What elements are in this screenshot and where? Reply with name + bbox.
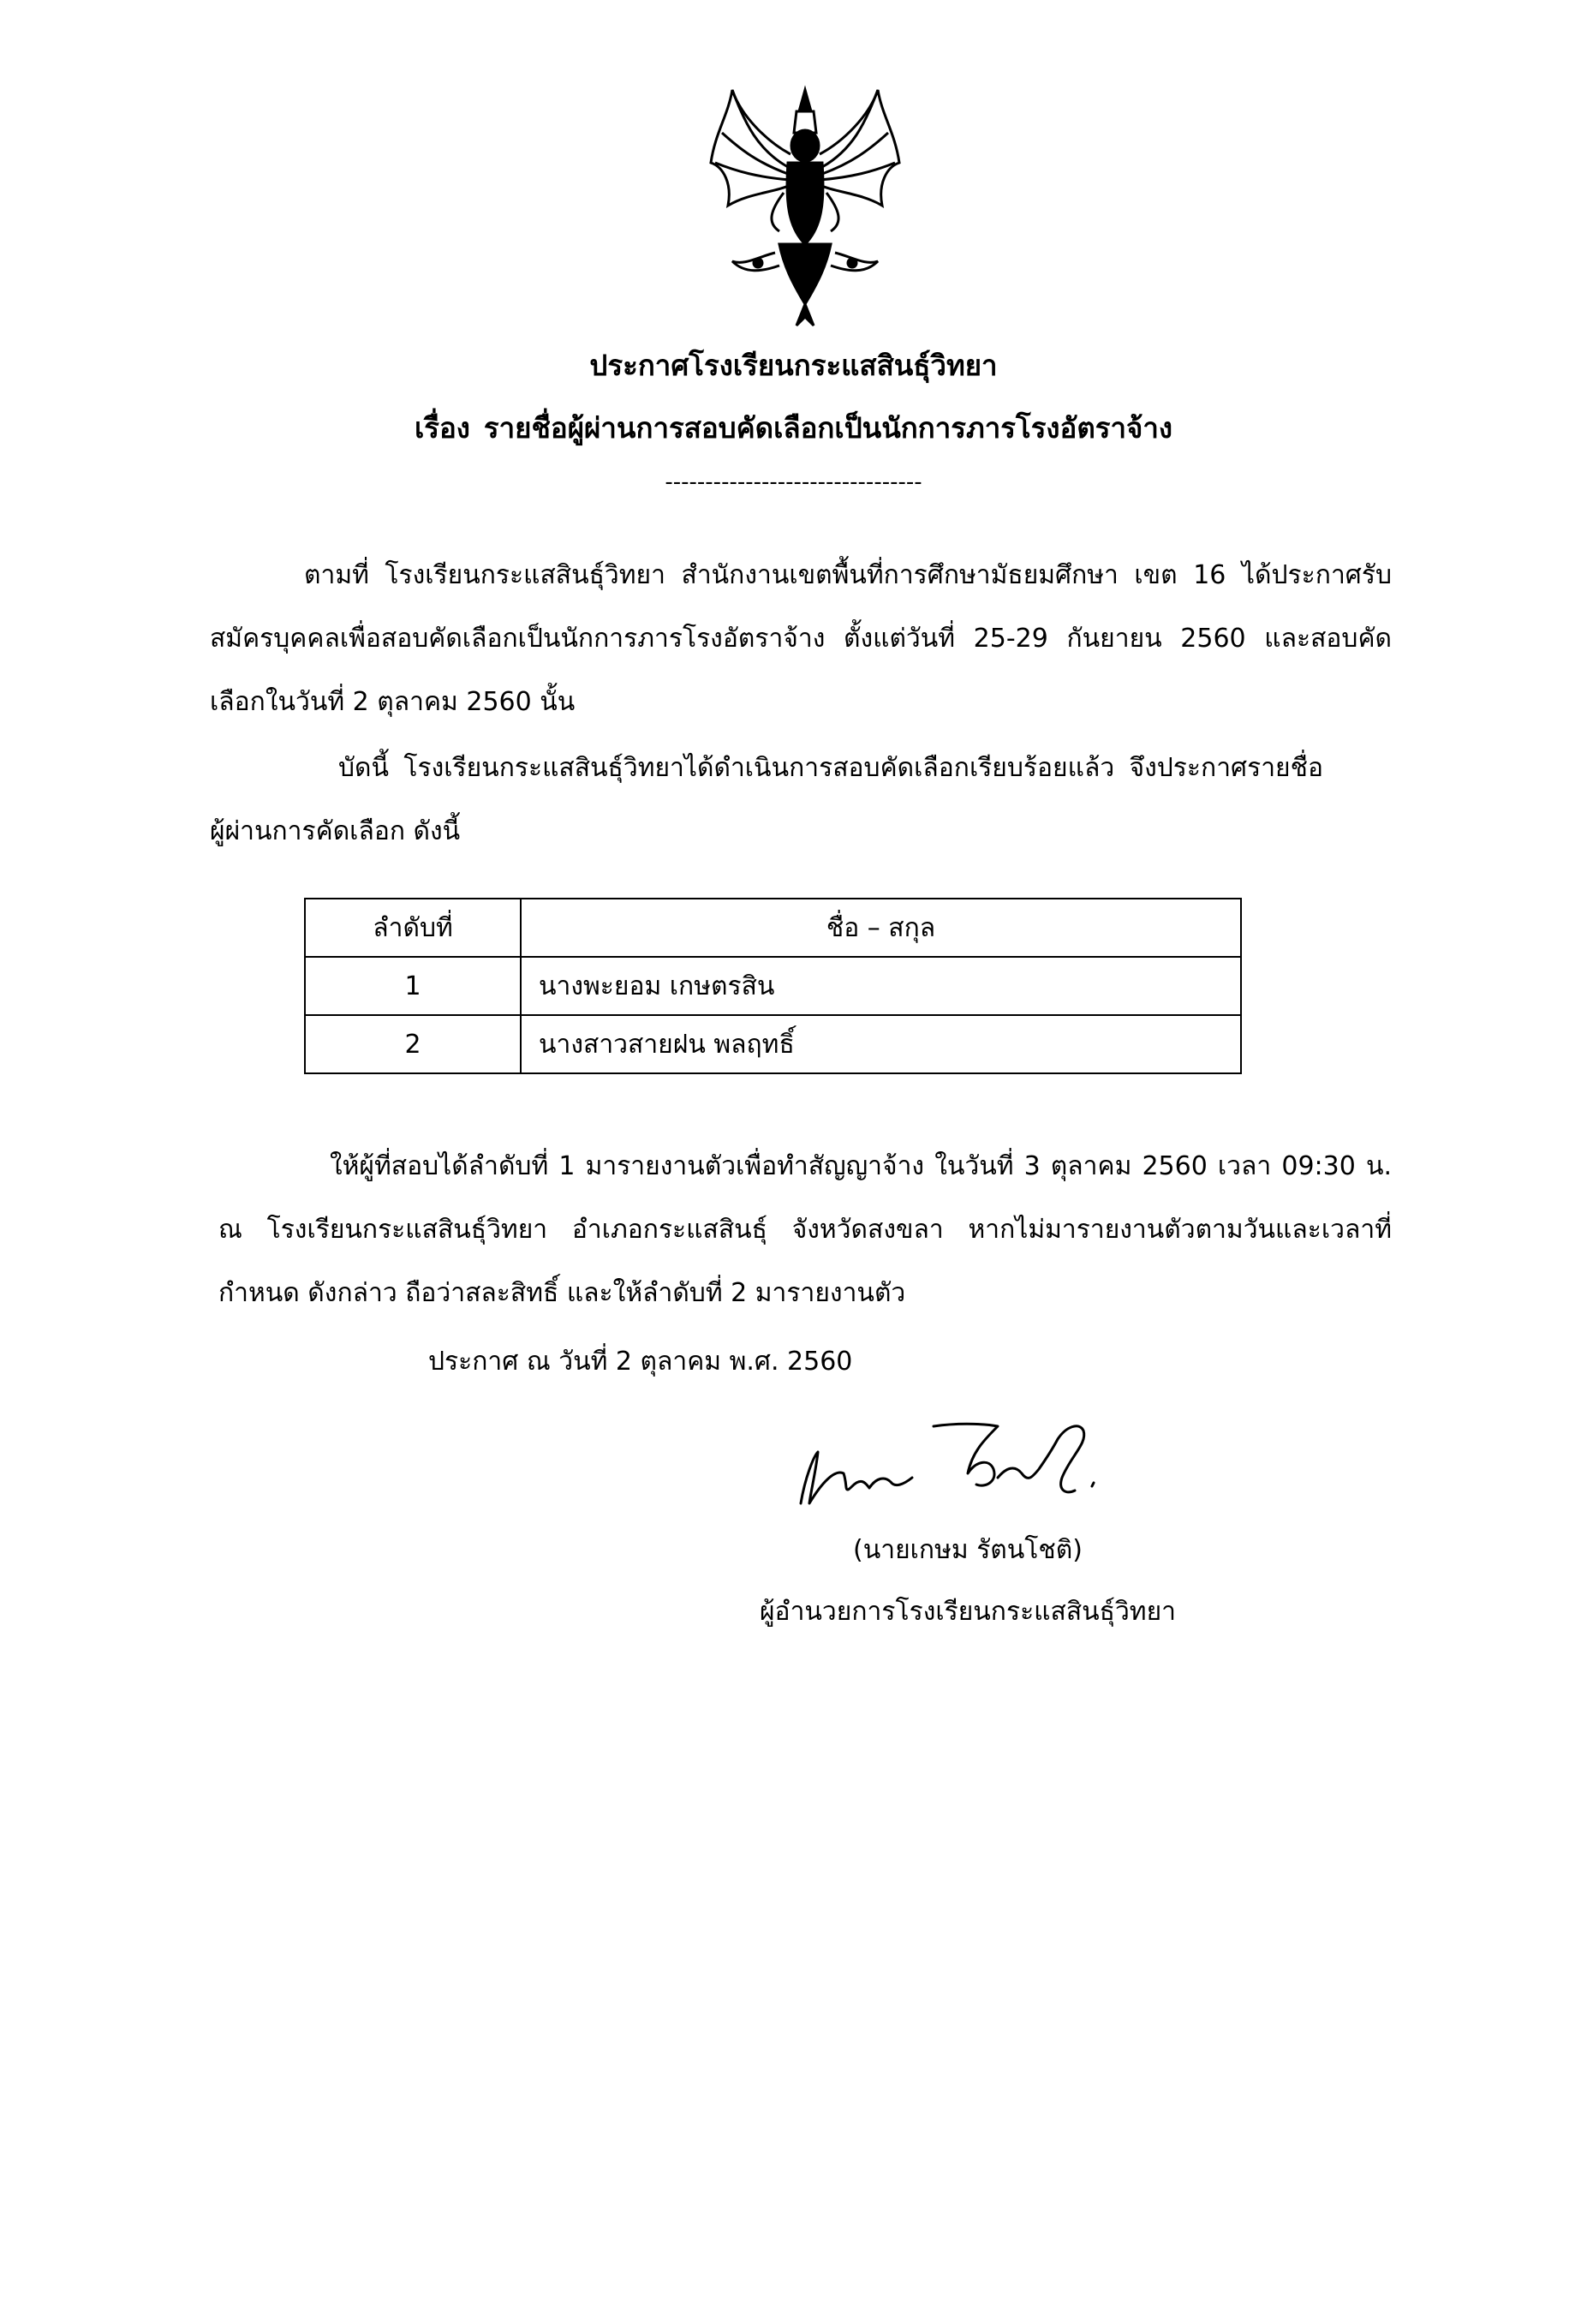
header-order: ลำดับที่ <box>305 899 521 957</box>
subject-label: เรื่อง <box>414 411 470 445</box>
document-title: ประกาศโรงเรียนกระแสสินธุ์วิทยา <box>589 349 998 382</box>
paragraph-instructions: ให้ผู้ที่สอบได้ลำดับที่ 1 มารายงานตัวเพื่อทำสัญญาจ้าง ในวันที่ 3 ตุลาคม 2560 เวลา 09:30 น. ณ โรงเรียนกระแสสินธุ์วิทยา อำเภอกระแสสินธุ์ จังหวัดสงขลา หากไม่มารายงานตัวตามวันและเวลาที่กำหนด ดังกล่าว ถือว่าสละสิทธิ์ และให้ลำดับที่ 2 มารายงานตัว <box>218 1151 1392 1308</box>
paragraph-announcement: บัดนี้ โรงเรียนกระแสสินธุ์วิทยาได้ดำเนินการสอบคัดเลือกเรียบร้อยแล้ว จึงประกาศรายชื่อผู้ผ่านการคัดเลือก ดังนี้ <box>210 753 1323 846</box>
row-name: นางพะยอม เกษตรสิน <box>521 957 1241 1015</box>
results-table <box>304 898 1242 1074</box>
row-order: 1 <box>305 957 521 1015</box>
row-order: 2 <box>305 1015 521 1073</box>
announcement-date: ประกาศ ณ วันที่ 2 ตุลาคม พ.ศ. 2560 <box>428 1347 853 1377</box>
table-row <box>305 957 1241 1015</box>
table-row <box>305 1015 1241 1073</box>
subject-text: รายชื่อผู้ผ่านการสอบคัดเลือกเป็นนักการภารโรงอัตราจ้าง <box>483 411 1173 445</box>
signer-position: ผู้อำนวยการโรงเรียนกระแสสินธุ์วิทยา <box>759 1597 1177 1627</box>
document-subject <box>0 409 1587 447</box>
signer-name: (นายเกษม รัตนโชติ) <box>853 1535 1083 1565</box>
title-divider: -------------------------------- <box>665 469 922 495</box>
paragraph-intro: ตามที่ โรงเรียนกระแสสินธุ์วิทยา สำนักงานเขตพื้นที่การศึกษามัธยมศึกษา เขต 16 ได้ประกาศรับสมัครบุคคลเพื่อสอบคัดเลือกเป็นนักการภารโรงอัตราจ้าง ตั้งแต่วันที่ 25-29 กันยายน 2560 และสอบคัดเลือกในวันที่ 2 ตุลาคม 2560 นั้น <box>210 560 1392 717</box>
header-name: ชื่อ – สกุล <box>521 899 1241 957</box>
row-name: นางสาวสายฝน พลฤทธิ์ <box>521 1015 1241 1073</box>
handwritten-signature <box>784 1392 1118 1538</box>
garuda-emblem-icon <box>707 81 904 330</box>
table-header-row <box>305 899 1241 957</box>
